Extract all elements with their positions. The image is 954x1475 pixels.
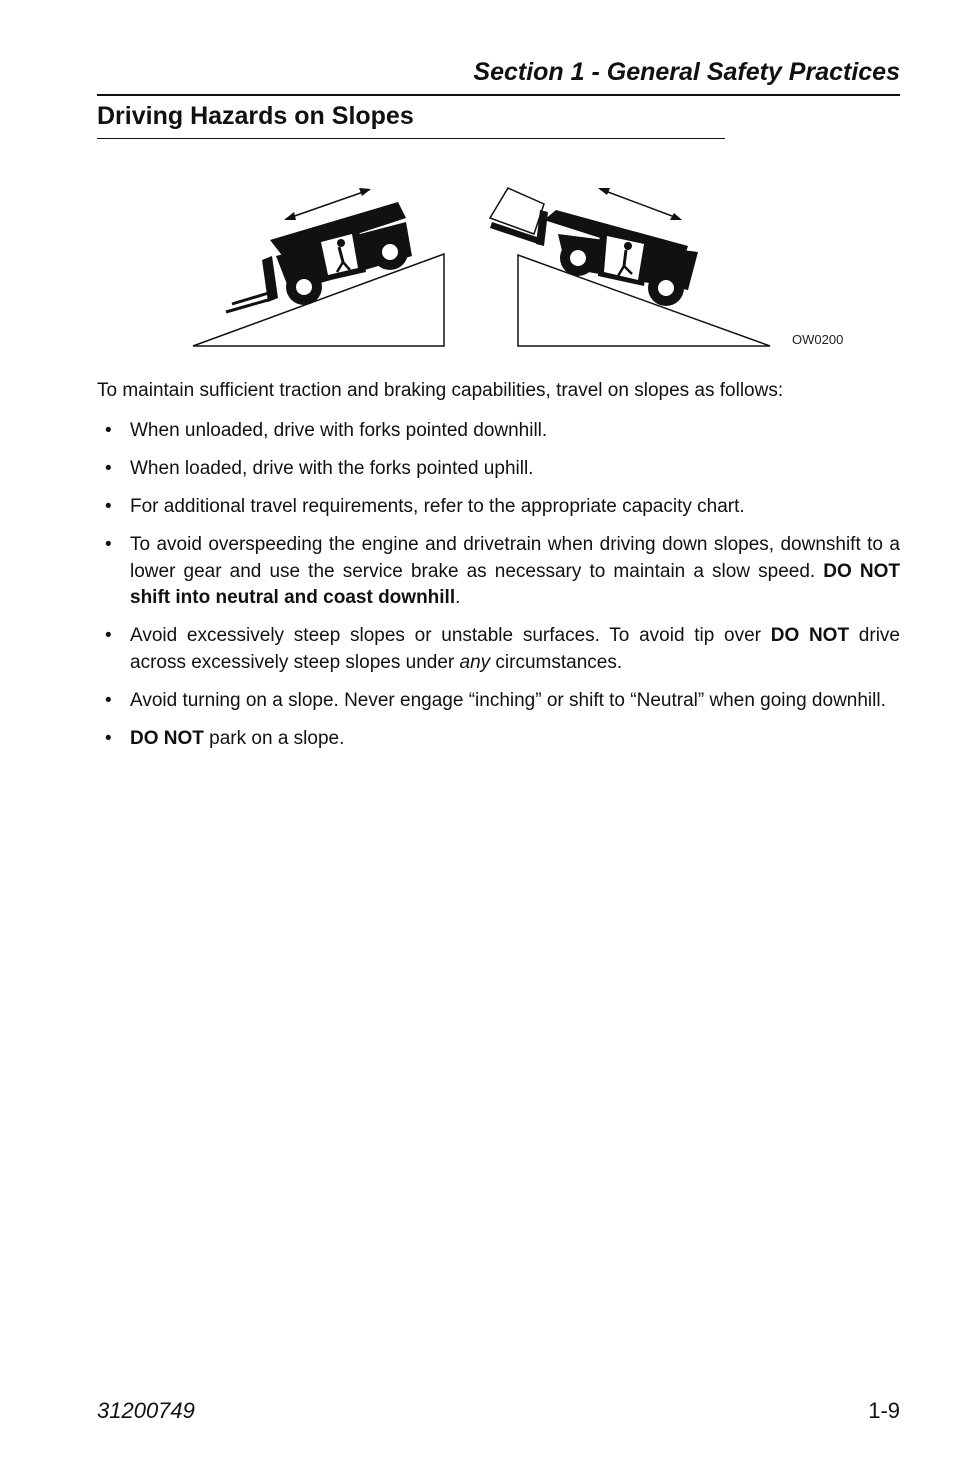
bullet-icon: • (105, 727, 112, 749)
list-item: • DO NOT park on a slope. (97, 726, 900, 753)
list-item: • For additional travel requirements, refer to the appropriate capacity chart. (97, 494, 900, 521)
intro-paragraph: To maintain sufficient traction and braking capabilities, travel on slopes as follows: (97, 380, 784, 401)
list-item: • Avoid turning on a slope. Never engage “inching” or shift to “Neutral” when going downhill. (97, 688, 900, 715)
travel-direction-arrow-right (598, 188, 682, 220)
unloaded-telehandler-figure (193, 188, 444, 346)
list-item: • When loaded, drive with the forks pointed uphill. (97, 456, 900, 483)
figure-code: OW0200 (792, 332, 844, 347)
bullet-icon: • (105, 689, 112, 711)
document-number: 31200749 (97, 1398, 195, 1423)
section-header (97, 56, 900, 96)
list-item: • Avoid excessively steep slopes or unstable surfaces. To avoid tip over DO NOT drive across excessively steep slopes under any circumstances. (105, 625, 900, 673)
emphasis-text: any (459, 651, 491, 673)
loaded-telehandler-figure (490, 188, 770, 346)
warning-text: DO NOT (130, 727, 204, 749)
bullet-icon: • (105, 625, 112, 646)
page-title: Driving Hazards on Slopes (97, 102, 414, 130)
list-item: • When unloaded, drive with forks pointed downhill. (97, 418, 900, 445)
slope-travel-rules (97, 418, 900, 764)
list-item: • To avoid overspeeding the engine and drivetrain when driving down slopes, downshift to a lower gear and use the service brake as necessary to maintain a slow speed. DO NOT shift into neutral and coast downhill. (105, 534, 900, 608)
page-title-block (97, 102, 725, 139)
warning-text: DO NOT shift into neutral and coast downhill (130, 560, 900, 608)
section-title: Section 1 - General Safety Practices (473, 58, 900, 86)
bullet-icon: • (105, 458, 112, 479)
bullet-icon: • (105, 496, 112, 517)
bullet-icon: • (105, 420, 112, 441)
slope-illustration (188, 180, 858, 355)
page-number: 1-9 (868, 1398, 900, 1423)
warning-text: DO NOT (770, 625, 850, 646)
bullet-icon: • (105, 534, 112, 555)
